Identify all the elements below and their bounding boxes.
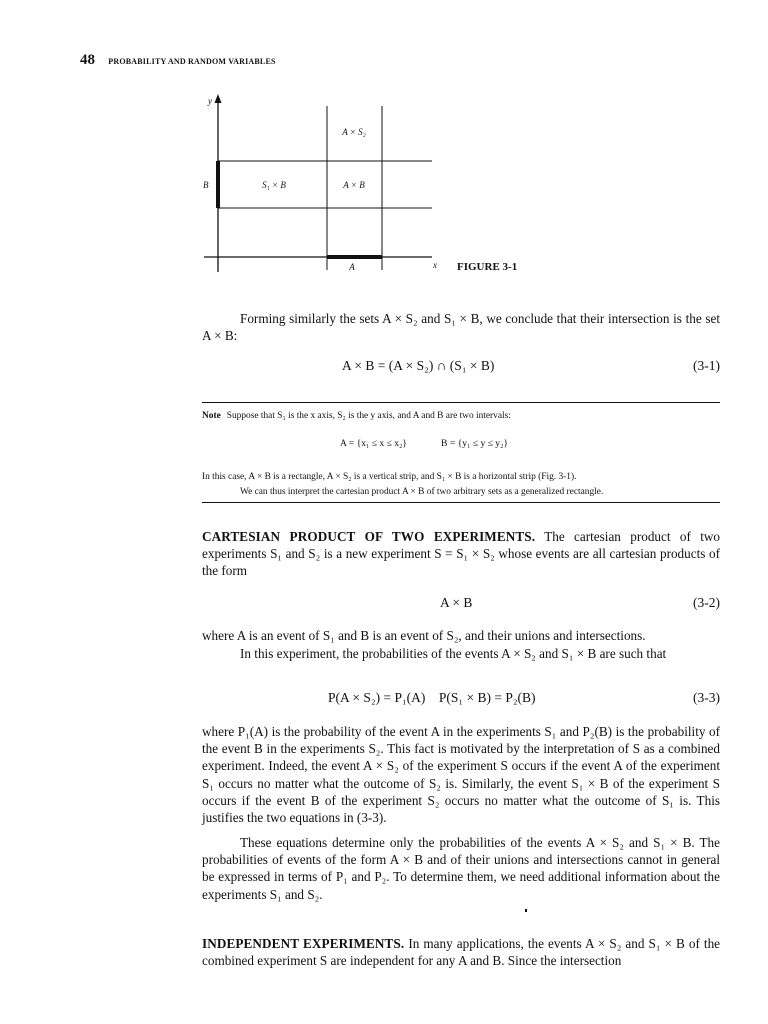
axs2-label: A × S₂ (342, 127, 366, 137)
s1xb-label: S₁ × B (262, 180, 286, 190)
paragraph-independent-text: In many applications, the events A × S₂ and S₁ × B of the combined experiment S are independent for any A and B. Since the intersection (202, 936, 721, 969)
b-label: B (203, 180, 209, 190)
section-heading-independent: INDEPENDENT EXPERIMENTS. (202, 936, 405, 951)
equation-3-1-number: (3-1) (693, 358, 720, 373)
paragraph-determine: These equations determine only the probabilities of the events A × S₂ and S₁ × B. The probabilities of events of the form A × B and of their unions and intersections cannot in general be expressed in terms of P₁ and P₂. To determine them, we need additional information about the experiments S₁ and S₂. (202, 835, 720, 902)
note-interval-b: B = {y₁ ≤ y ≤ y₂} (441, 438, 509, 449)
equation-3-1-expr: A × B = (A × S₂) ∩ (S₁ × B) (342, 358, 495, 373)
note-intervals (340, 438, 542, 449)
note-line-2: In this case, A × B is a rectangle, A × S₂ is a vertical strip, and S₁ × B is a horizontal strip (Fig. 3-1). (202, 472, 577, 482)
equation-3-1 (202, 358, 720, 376)
x-axis-label: x (433, 260, 437, 270)
note-line-3: We can thus interpret the cartesian product A × B of two arbitrary sets as a generalized rectangle. (240, 487, 604, 497)
note-top-rule (202, 402, 720, 403)
paragraph-cartesian-product (202, 528, 720, 580)
page-number: 48 (80, 52, 95, 68)
equation-3-2-expr: A × B (440, 595, 473, 610)
running-header (80, 52, 276, 69)
paragraph-where-events: where A is an event of S₁ and B is an event of S₂, and their unions and intersections. (202, 628, 646, 643)
equation-3-2-number: (3-2) (693, 595, 720, 610)
paragraph-cartesian-text: The cartesian product of two experiments S₁ and S₂ is a new experiment S = S₁ × S₂ whose events are all cartesian products of the form (202, 529, 720, 579)
y-axis-arrow (215, 94, 222, 103)
figure-3-1 (196, 90, 446, 280)
running-title: PROBABILITY AND RANDOM VARIABLES (108, 57, 276, 66)
note-bottom-rule (202, 502, 720, 503)
section-heading-cartesian: CARTESIAN PRODUCT OF TWO EXPERIMENTS. (202, 529, 536, 544)
stray-mark (525, 909, 527, 912)
axb-label: A × B (343, 180, 365, 190)
equation-3-3-expr: P(A × S₂) = P₁(A) P(S₁ × B) = P₂(B) (328, 690, 536, 705)
paragraph-independent (202, 935, 720, 969)
paragraph-probabilities: In this experiment, the probabilities of the events A × S₂ and S₁ × B are such that (240, 646, 667, 661)
note-line-1 (202, 409, 720, 423)
a-label: A (349, 262, 355, 272)
note-line-1-text: Suppose that S₁ is the x axis, S₂ is the y axis, and A and B are two intervals: (226, 411, 511, 421)
equation-3-3 (202, 690, 720, 708)
paragraph-intersection: Forming similarly the sets A × S₂ and S₁ × B, we conclude that their intersection is the set A × B: (202, 311, 720, 344)
y-axis-label: y (208, 96, 212, 106)
paragraph-motivation: where P₁(A) is the probability of the event A in the experiments S₁ and P₂(B) is the probability of the event B in the experiments S₂. This fact is motivated by the interpretation of S as a combined experiment. Indeed, the event A × S₂ of the experiment S occurs if the event A of the experiment S₁ occurs no matter what the outcome of S₂ is. Similarly, the event S₁ × B of the experiment S occurs if the event B of the experiment S₂ occurs no matter what the outcome of S₁ is. This justifies the two equations in (3-3). (202, 724, 720, 826)
note-interval-a: A = {x₁ ≤ x ≤ x₂} (340, 438, 408, 449)
figure-caption: FIGURE 3-1 (457, 261, 518, 273)
equation-3-3-number: (3-3) (693, 690, 720, 705)
note-label: Note (202, 411, 221, 421)
equation-3-2 (202, 595, 720, 613)
